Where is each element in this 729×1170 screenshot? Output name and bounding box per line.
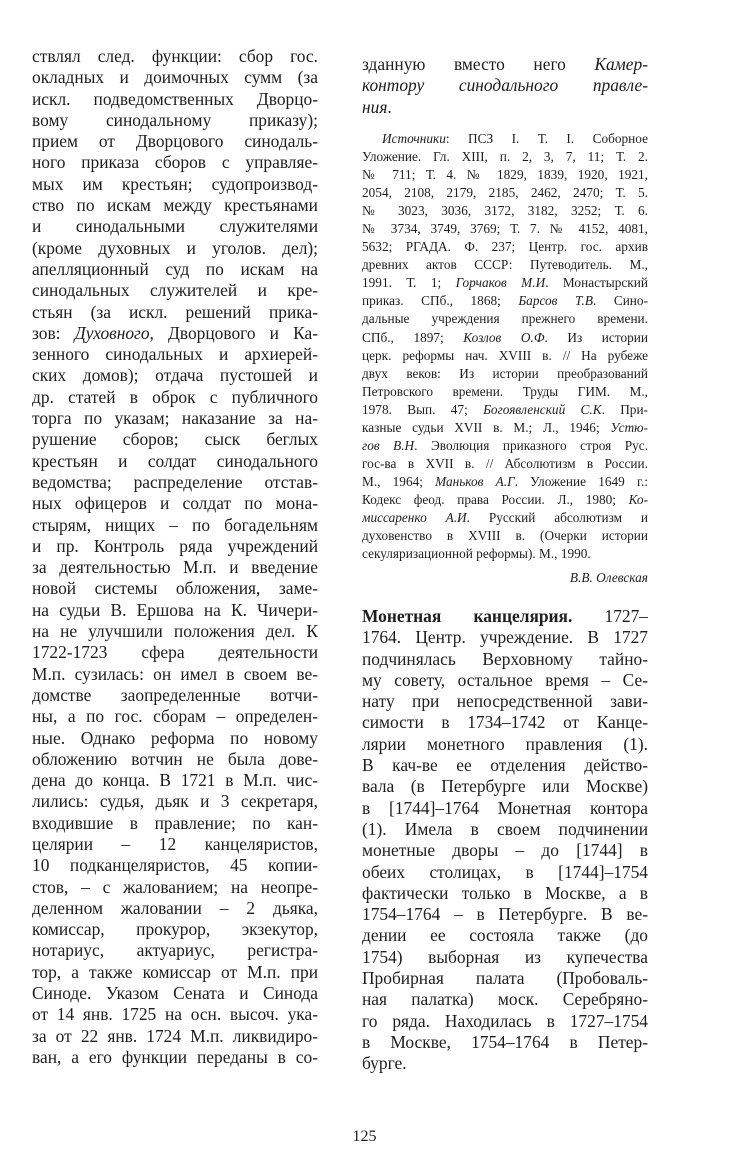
text-line (32, 706, 318, 727)
text-segment: ских домов); отдача пустошей и (32, 365, 318, 386)
text-segment: ство по искам между крестьянами (32, 195, 318, 216)
text-line (32, 174, 318, 195)
text-line (32, 642, 318, 663)
text-line (362, 148, 648, 166)
signature-text: В.В. Олевская (569, 570, 648, 585)
text-line (362, 130, 648, 148)
text-segment: лились: судья, дьяк и 3 секретаря, (32, 791, 318, 812)
text-line (32, 557, 318, 578)
text-segment: 10 подканцеляристов, 45 копии- (32, 855, 318, 876)
text-line (32, 493, 318, 514)
text-line (32, 940, 318, 961)
text-line (362, 776, 648, 797)
text-line (362, 329, 648, 347)
text-line (362, 292, 648, 310)
text-line (362, 509, 648, 527)
text-line (362, 166, 648, 184)
text-segment: монетные дворы – до [1744] в (362, 840, 648, 861)
text-line (362, 256, 648, 274)
text-segment: за от 22 янв. 1724 М.п. ликвидиро- (32, 1025, 318, 1046)
text-line (362, 989, 648, 1010)
text-segment: 1764. Центр. учреждение. В 1727 (362, 627, 648, 648)
text-line (362, 819, 648, 840)
text-segment: стов, – с жалованием; на неопре- (32, 876, 318, 897)
text-segment: . Русский абсолютизм и (466, 509, 648, 525)
italic-text: Богоявленский С.К (483, 401, 602, 417)
text-segment: бурге. (362, 1053, 407, 1074)
text-line (362, 401, 648, 419)
text-segment: Синоде. Указом Сената и Синода (32, 983, 318, 1004)
text-line (32, 621, 318, 642)
text-segment: крестьян и солдат синодального (32, 450, 318, 471)
text-segment: лярии монетного правления (1). (362, 733, 648, 754)
text-segment: ного приказа сборов с управляе- (32, 152, 318, 173)
text-line (362, 97, 648, 118)
text-segment: приказ. СПб., 1868; (362, 293, 519, 309)
text-line (32, 855, 318, 876)
text-line (32, 578, 318, 599)
italic-text: ния (362, 96, 388, 117)
text-segment: . Из истории (544, 329, 648, 345)
italic-text: Устю- (610, 419, 648, 435)
text-segment: 1754–1764 – в Петербурге. В ве- (362, 904, 648, 925)
text-line (362, 606, 648, 627)
text-line (362, 473, 648, 491)
text-line (32, 515, 318, 536)
text-line (362, 365, 648, 383)
text-segment: на не улучшили положения дел. К (32, 621, 318, 642)
text-line (32, 323, 318, 344)
author-signature (362, 569, 648, 587)
italic-text: Маньков А.Г (435, 473, 515, 489)
text-segment: СПб., 1897; (362, 329, 464, 345)
text-line (362, 527, 648, 545)
text-segment: апелляционный суд по искам на (32, 258, 318, 279)
text-line (362, 437, 648, 455)
italic-text: гов В.Н (362, 437, 415, 453)
text-line (32, 770, 318, 791)
text-line (362, 184, 648, 202)
text-segment: дении ее состояла также (до (362, 925, 648, 946)
page-number: 125 (352, 1128, 377, 1145)
text-segment: . Сино- (592, 293, 648, 309)
text-line (32, 302, 318, 323)
text-line (362, 202, 648, 220)
text-segment: стьян (за искл. решений прика- (32, 301, 318, 322)
text-line (32, 216, 318, 237)
text-segment: Пробирная палата (Пробоваль- (362, 968, 648, 989)
text-segment: гос-ва в XVII в. // Абсолютизм в России. (362, 455, 648, 471)
text-line (362, 840, 648, 861)
text-line (32, 1026, 318, 1047)
text-segment: и синодальными служителями (32, 216, 318, 237)
text-segment: № 711; Т. 4. № 1829, 1839, 1920, 1921, (362, 167, 648, 183)
text-line (32, 1047, 318, 1068)
text-segment: . Эволюция приказного строя Рус. (414, 437, 648, 453)
text-line (32, 429, 318, 450)
text-line (32, 877, 318, 898)
text-segment: ствлял след. функции: сбор гос. (32, 46, 318, 66)
text-line (32, 365, 318, 386)
text-line (32, 280, 318, 301)
text-line (32, 664, 318, 685)
text-segment: двух веков: Из истории преобразований (362, 365, 648, 381)
article-monetnaya-kantselyariya (362, 606, 648, 1075)
text-line (32, 387, 318, 408)
text-line (362, 238, 648, 256)
text-line (362, 220, 648, 238)
text-line (362, 883, 648, 904)
italic-text: Духовного (74, 322, 150, 343)
italic-text: Ко- (628, 491, 648, 507)
text-segment: 1722-1723 сфера деятельности (32, 642, 318, 663)
text-segment: от 14 янв. 1725 на осн. высоч. ука- (32, 1004, 318, 1025)
text-line (32, 749, 318, 770)
text-line (362, 968, 648, 989)
text-line (32, 195, 318, 216)
text-line (362, 904, 648, 925)
text-segment: домстве заопределенные вотчи- (32, 684, 318, 705)
text-line (32, 983, 318, 1004)
text-segment: фактически только в Москве, а в (362, 882, 648, 903)
text-segment: (1). Имела в своем подчинении (362, 818, 648, 839)
italic-text: Источники (382, 131, 446, 146)
text-line (362, 925, 648, 946)
text-line (362, 1053, 648, 1074)
text-segment: входившие в правление; по кан- (32, 812, 318, 833)
text-line (362, 862, 648, 883)
right-column-continuation (362, 54, 648, 118)
italic-text: Козлов О.Ф (463, 329, 545, 345)
text-segment: Кодекс феод. права России. Л., 1980; (362, 491, 629, 507)
text-line (362, 1011, 648, 1032)
text-segment: дена до конца. В 1721 в М.п. чис- (32, 770, 318, 791)
text-line (362, 798, 648, 819)
text-line (32, 791, 318, 812)
text-segment: стырям, нищих – по богадельням (32, 514, 318, 535)
text-segment: искл. подведомственных Дворцо- (32, 88, 318, 109)
text-line (362, 947, 648, 968)
left-column-text (32, 46, 318, 1068)
text-line (362, 310, 648, 328)
italic-text: миссаренко А.И (362, 509, 467, 525)
text-line (362, 491, 648, 509)
text-segment: вала (в Петербурге или Москве) (362, 776, 648, 797)
italic-text: Камер- (594, 54, 648, 74)
text-line (32, 344, 318, 365)
text-line (362, 712, 648, 733)
text-segment: . Монастырский (545, 275, 648, 291)
text-line (32, 451, 318, 472)
text-segment: рушение сборов; сыск беглых (32, 429, 318, 450)
sources-bibliography (362, 130, 648, 563)
text-line (32, 834, 318, 855)
italic-text: Горчаков М.И (455, 275, 546, 291)
text-segment: В кач-ве ее отделения действо- (362, 755, 648, 776)
text-segment: деленном жаловании – 2 дьяка, (32, 897, 318, 918)
text-segment: синодальных служителей и кре- (32, 280, 318, 301)
text-segment: ны, а по гос. сборам – определен- (32, 706, 318, 727)
text-segment: ных офицеров и солдат по мона- (32, 493, 318, 514)
text-segment: го ряда. Находилась в 1727–1754 (362, 1010, 648, 1031)
text-line (362, 545, 648, 563)
text-segment: М., 1964; (362, 473, 436, 489)
text-segment: обложению вотчин не была дове- (32, 748, 318, 769)
text-line (362, 75, 648, 96)
text-line (32, 67, 318, 88)
text-segment: ная палатка) моск. Серебряно- (362, 989, 648, 1010)
text-segment: 1978. Вып. 47; (362, 401, 484, 417)
italic-text: контору синодального правле- (362, 75, 648, 96)
text-segment: в Москве, 1754–1764 в Петер- (362, 1031, 648, 1052)
text-segment: симости в 1734–1742 от Канце- (362, 712, 648, 733)
text-segment: : ПСЗ I. Т. I. Соборное (445, 131, 648, 146)
text-segment: торга по указам; наказание за на- (32, 408, 318, 429)
text-line (362, 627, 648, 648)
text-line (362, 455, 648, 473)
text-line (32, 600, 318, 621)
text-line (362, 419, 648, 437)
text-segment: ведомства; распределение отстав- (32, 471, 318, 492)
text-line (362, 1032, 648, 1053)
text-line (362, 649, 648, 670)
text-line (32, 536, 318, 557)
text-segment: нату при непосредственной зави- (362, 691, 648, 712)
text-segment: в [1744]–1764 Монетная контора (362, 797, 648, 818)
text-line (362, 691, 648, 712)
text-segment: Уложение. Гл. XIII, п. 2, 3, 7, 11; Т. 2. (362, 149, 648, 165)
text-line (32, 152, 318, 173)
text-line (362, 274, 648, 292)
text-segment: 1991. Т. 1; (362, 275, 456, 291)
text-segment: 1754) выборная из купечества (362, 946, 648, 967)
text-line (362, 670, 648, 691)
text-segment: . При- (601, 401, 648, 417)
text-segment: № 3734, 3749, 3769; Т. 7. № 4152, 4081, (362, 221, 648, 237)
text-segment: окладных и доимочных сумм (за (32, 67, 318, 88)
text-segment: № 3023, 3036, 3172, 3182, 3252; Т. 6. (362, 203, 648, 219)
text-segment: вому синодальному приказу); (32, 109, 318, 130)
text-line (32, 898, 318, 919)
text-segment: 5632; РГАДА. Ф. 237; Центр. гос. архив (362, 239, 648, 255)
text-segment: тор, а также комиссар от М.п. при (32, 961, 318, 982)
text-segment: мых им крестьян; судопроизвод- (32, 173, 318, 194)
text-segment: обеих столицах, в [1744]–1754 (362, 861, 648, 882)
text-segment: му совету, остальное время – Се- (362, 669, 648, 690)
text-line (32, 728, 318, 749)
text-line (362, 347, 648, 365)
text-segment: др. статей в оброк с публичного (32, 386, 318, 407)
text-segment: церк. реформы нач. XVIII в. // На рубеже (362, 347, 648, 363)
text-segment: и пр. Контроль ряда учреждений (32, 535, 318, 556)
text-line (32, 131, 318, 152)
text-segment: . (387, 96, 392, 117)
text-segment: нотариус, актуариус, регистра- (32, 940, 318, 961)
text-segment: комиссар, прокурор, экзекутор, (32, 919, 318, 940)
text-segment: 2054, 2108, 2179, 2185, 2462, 2470; Т. 5. (362, 185, 648, 201)
text-line (32, 472, 318, 493)
text-line (32, 919, 318, 940)
text-segment: М.п. сузилась: он имел в своем ве- (32, 663, 318, 684)
text-segment: подчинялась Верховному тайно- (362, 648, 648, 669)
text-segment: духовенство в XVIII в. (Очерки истории (362, 528, 648, 544)
text-segment: на судьи В. Ершова на К. Чичери- (32, 599, 318, 620)
text-line (362, 54, 648, 75)
text-segment: казные судьи XVII в. М.; Л., 1946; (362, 419, 611, 435)
text-line (32, 46, 318, 67)
text-line (32, 259, 318, 280)
text-line (32, 962, 318, 983)
text-segment: целярии – 12 канцеляристов, (32, 833, 318, 854)
text-segment: зов: (32, 322, 75, 343)
text-segment: древних актов СССР: Путеводитель. М., (362, 257, 648, 273)
text-segment: зданную вместо него (362, 54, 595, 74)
text-line (362, 383, 648, 401)
text-segment: ван, а его функции переданы в со- (32, 1046, 318, 1067)
text-line (32, 685, 318, 706)
text-line (32, 1004, 318, 1025)
text-line (32, 110, 318, 131)
text-segment: прием от Дворцового синодаль- (32, 131, 318, 152)
text-segment: новой системы обложения, заме- (32, 578, 318, 599)
text-segment: дальные учреждения прежнего времени. (362, 311, 648, 327)
text-line (32, 813, 318, 834)
text-segment: секуляризационной реформы). М., 1990. (362, 546, 591, 562)
text-line (362, 755, 648, 776)
text-line (32, 408, 318, 429)
italic-text: Барсов Т.В (518, 293, 593, 309)
bold-heading: Монетная канцелярия. (362, 606, 573, 626)
text-segment: . Уложение 1649 г.: (514, 473, 648, 489)
text-line (362, 734, 648, 755)
text-segment: (кроме духовных и уголов. дел); (32, 237, 318, 258)
text-segment: ные. Однако реформа по новому (32, 727, 318, 748)
text-line (32, 238, 318, 259)
text-segment: за деятельностью М.п. и введение (32, 557, 318, 578)
text-segment: 1727– (572, 606, 648, 626)
text-segment: Петровского времени. Труды ГИМ. М., (362, 383, 648, 399)
text-line (32, 89, 318, 110)
text-segment: , Дворцового и Ка- (149, 322, 318, 343)
text-segment: зенного синодальных и архиерей- (32, 344, 318, 365)
